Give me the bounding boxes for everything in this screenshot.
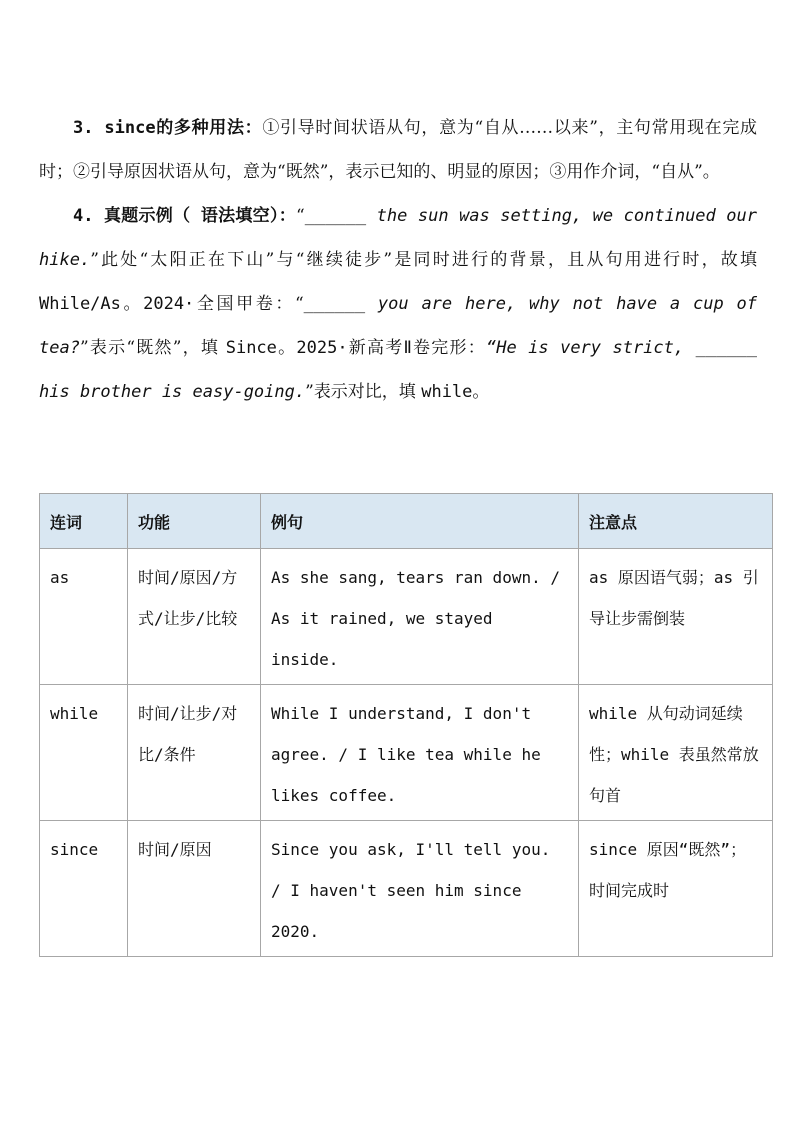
column-header-conjunction: 连词 <box>40 494 128 549</box>
answer-text: while <box>421 382 473 402</box>
column-header-example: 例句 <box>261 494 579 549</box>
explanation-text: 表示对比，填 <box>313 382 422 402</box>
column-header-function: 功能 <box>128 494 261 549</box>
cell-conjunction: as <box>40 549 128 685</box>
fill-blank: ______ <box>304 206 367 226</box>
example-sentence: He is very strict, <box>496 338 696 358</box>
document-body <box>39 106 757 414</box>
cell-example: As she sang, tears ran down. / As it rained, we stayed inside. <box>261 549 579 685</box>
cell-conjunction: while <box>40 685 128 821</box>
table-row <box>40 821 773 957</box>
cell-function: 时间/原因 <box>128 821 261 957</box>
paragraph-heading: 4. 真题示例（ 语法填空）： <box>73 206 297 226</box>
quote-mark: ” <box>305 382 314 402</box>
example-sentence: the sun was setting, we continued our hike. <box>39 206 757 270</box>
table-row <box>40 685 773 821</box>
cell-function: 时间/让步/对比/条件 <box>128 685 261 821</box>
paragraph-since-usage <box>39 106 757 194</box>
fill-blank: ______ <box>303 294 366 314</box>
paragraph-text: ①引导时间状语从句，意为“自从……以来”，主句常用现在完成时；②引导原因状语从句，意为“既然”，表示已知的、明显的原因；③用作介词，“自从”。 <box>39 118 757 182</box>
table-header-row <box>40 494 773 549</box>
cell-example: Since you ask, I'll tell you. / I haven't seen him since 2020. <box>261 821 579 957</box>
quote-mark: ” <box>79 338 89 358</box>
punctuation: 。 <box>472 382 490 402</box>
table-row <box>40 549 773 685</box>
cell-conjunction: since <box>40 821 128 957</box>
example-sentence: his brother is easy-going. <box>39 382 306 402</box>
quote-mark: “ <box>294 294 304 314</box>
cell-function: 时间/原因/方式/让步/比较 <box>128 549 261 685</box>
quote-mark: “ <box>296 206 305 226</box>
explanation-text: 此处“太阳正在下山”与“继续徒步”是同时进行的背景，且从句用进行时，故填 <box>98 250 757 270</box>
exam-source: 2024·全国甲卷： <box>143 294 295 314</box>
paragraph-heading: 3. since的多种用法： <box>73 118 263 138</box>
example-sentence: you are here, why not have a cup of tea? <box>39 294 757 358</box>
explanation-text: 表示“既然”，填 <box>88 338 226 358</box>
fill-blank: ______ <box>695 338 758 358</box>
answer-text: While/As <box>39 294 121 314</box>
punctuation: 。 <box>120 294 144 314</box>
quote-mark: “ <box>485 338 497 358</box>
quote-mark: ” <box>90 250 99 270</box>
column-header-notes: 注意点 <box>579 494 773 549</box>
answer-text: Since <box>225 338 277 358</box>
cell-notes: as 原因语气弱；as 引导让步需倒装 <box>579 549 773 685</box>
exam-source: 2025·新高考Ⅱ卷完形： <box>296 338 486 358</box>
cell-notes: since 原因“既然”；时间完成时 <box>579 821 773 957</box>
cell-notes: while 从句动词延续性；while 表虽然常放句首 <box>579 685 773 821</box>
cell-example: While I understand, I don't agree. / I like tea while he likes coffee. <box>261 685 579 821</box>
paragraph-exam-examples <box>39 194 757 414</box>
punctuation: 。 <box>276 338 297 358</box>
conjunction-table <box>39 493 773 957</box>
